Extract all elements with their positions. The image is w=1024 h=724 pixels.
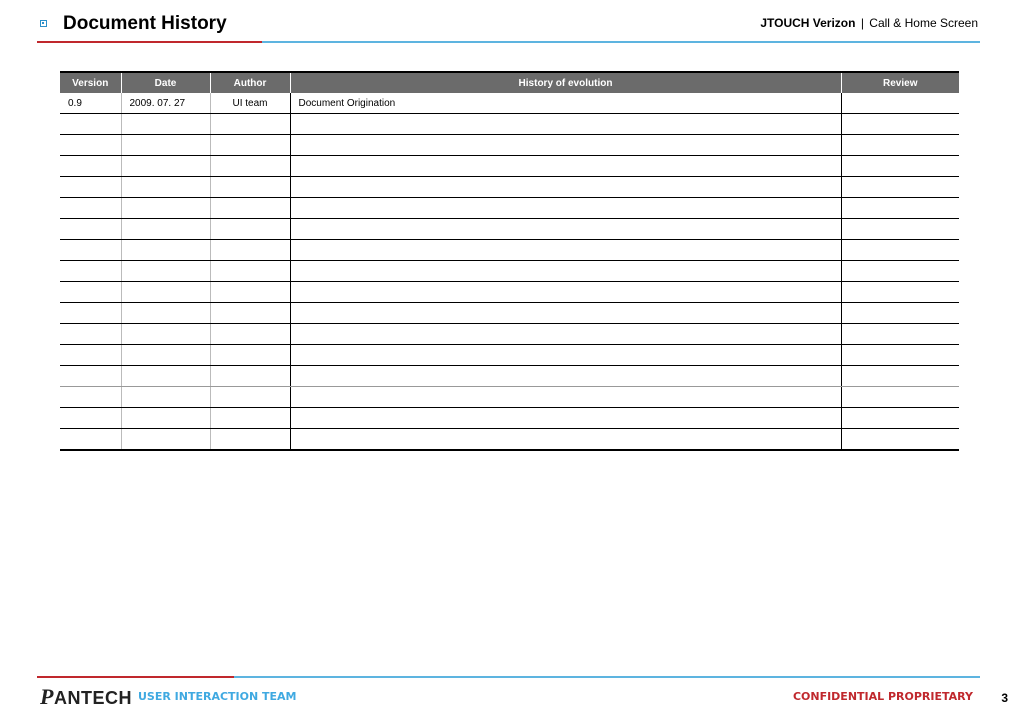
cell-version: [60, 177, 121, 198]
table-row: [60, 240, 959, 261]
table-row: [60, 177, 959, 198]
cell-author: [210, 408, 290, 429]
logo-wordmark: ANTECH: [53, 688, 132, 708]
cell-date: [121, 156, 210, 177]
table-row: [60, 219, 959, 240]
cell-author: [210, 324, 290, 345]
cell-date: [121, 114, 210, 135]
document-history-table: [60, 71, 959, 451]
confidential-label: CONFIDENTIAL PROPRIETARY: [792, 690, 973, 703]
table-row: [60, 366, 959, 387]
table-row: [60, 93, 959, 114]
table-row: [60, 408, 959, 429]
cell-history: [290, 240, 841, 261]
cell-version: [60, 387, 121, 408]
cell-review: [841, 345, 959, 366]
cell-date: [121, 198, 210, 219]
footer-rule-red: [37, 676, 234, 678]
cell-history: [290, 324, 841, 345]
cell-author: [210, 198, 290, 219]
table-header-row: [60, 72, 959, 93]
cell-review: [841, 240, 959, 261]
cell-version: [60, 156, 121, 177]
cell-history: [290, 177, 841, 198]
cell-version: [60, 282, 121, 303]
cell-author: [210, 240, 290, 261]
cell-history: [290, 261, 841, 282]
cell-author: [210, 156, 290, 177]
team-name: USER INTERACTION TEAM: [138, 690, 297, 703]
cell-author: [210, 282, 290, 303]
cell-history: Document Origination: [290, 93, 841, 114]
table-row: [60, 303, 959, 324]
cell-author: [210, 261, 290, 282]
header-subtitle: Call & Home Screen: [869, 16, 978, 30]
cell-date: [121, 303, 210, 324]
cell-review: [841, 282, 959, 303]
cell-history: [290, 429, 841, 451]
cell-version: [60, 135, 121, 156]
table-row: [60, 429, 959, 451]
column-header-date: Date: [121, 72, 210, 93]
cell-review: [841, 324, 959, 345]
cell-date: [121, 345, 210, 366]
column-header-author: Author: [210, 72, 290, 93]
header-product-info: [760, 16, 978, 30]
cell-review: [841, 408, 959, 429]
cell-review: [841, 114, 959, 135]
cell-date: [121, 177, 210, 198]
cell-date: [121, 261, 210, 282]
slide-footer: [0, 670, 1024, 724]
table-row: [60, 135, 959, 156]
cell-version: [60, 324, 121, 345]
cell-review: [841, 429, 959, 451]
page-title: Document History: [63, 13, 227, 34]
cell-version: [60, 261, 121, 282]
table-row: [60, 324, 959, 345]
cell-review: [841, 135, 959, 156]
cell-version: [60, 114, 121, 135]
cell-version: [60, 219, 121, 240]
cell-history: [290, 387, 841, 408]
cell-review: [841, 93, 959, 114]
cell-version: [60, 366, 121, 387]
cell-author: [210, 429, 290, 451]
cell-review: [841, 387, 959, 408]
product-name: JTOUCH Verizon: [760, 16, 856, 30]
column-header-version: Version: [60, 72, 121, 93]
square-bullet-icon: [40, 20, 47, 27]
cell-history: [290, 156, 841, 177]
cell-history: [290, 219, 841, 240]
cell-review: [841, 261, 959, 282]
table-row: [60, 198, 959, 219]
table-row: [60, 114, 959, 135]
column-header-review: Review: [841, 72, 959, 93]
cell-author: [210, 135, 290, 156]
footer-rule-blue: [234, 676, 980, 678]
cell-date: [121, 366, 210, 387]
cell-version: [60, 240, 121, 261]
cell-version: [60, 408, 121, 429]
cell-review: [841, 177, 959, 198]
cell-history: [290, 114, 841, 135]
cell-history: [290, 366, 841, 387]
cell-author: UI team: [210, 93, 290, 114]
slide-header: [0, 0, 1024, 48]
table-body: [60, 93, 959, 450]
cell-author: [210, 114, 290, 135]
header-rule-red: [37, 41, 262, 43]
cell-version: [60, 198, 121, 219]
cell-version: [60, 303, 121, 324]
cell-date: [121, 240, 210, 261]
table-row: [60, 282, 959, 303]
cell-date: [121, 219, 210, 240]
cell-version: [60, 429, 121, 451]
cell-history: [290, 198, 841, 219]
cell-author: [210, 387, 290, 408]
cell-date: [121, 135, 210, 156]
table-row: [60, 261, 959, 282]
cell-history: [290, 282, 841, 303]
page-number: 3: [1001, 691, 1008, 705]
cell-author: [210, 177, 290, 198]
cell-date: [121, 429, 210, 451]
table-row: [60, 156, 959, 177]
cell-review: [841, 156, 959, 177]
column-header-history: History of evolution: [290, 72, 841, 93]
cell-history: [290, 408, 841, 429]
cell-review: [841, 219, 959, 240]
pantech-logo: [40, 684, 132, 710]
cell-review: [841, 198, 959, 219]
cell-history: [290, 345, 841, 366]
cell-history: [290, 303, 841, 324]
cell-version: 0.9: [60, 93, 121, 114]
table-row: [60, 387, 959, 408]
cell-date: [121, 282, 210, 303]
table-row: [60, 345, 959, 366]
cell-version: [60, 345, 121, 366]
cell-review: [841, 303, 959, 324]
cell-author: [210, 345, 290, 366]
cell-date: [121, 324, 210, 345]
cell-author: [210, 303, 290, 324]
cell-date: 2009. 07. 27: [121, 93, 210, 114]
cell-author: [210, 219, 290, 240]
cell-history: [290, 135, 841, 156]
cell-date: [121, 408, 210, 429]
header-separator: |: [860, 16, 864, 30]
cell-date: [121, 387, 210, 408]
cell-review: [841, 366, 959, 387]
header-rule-blue: [262, 41, 980, 43]
cell-author: [210, 366, 290, 387]
logo-initial: P: [40, 684, 54, 709]
